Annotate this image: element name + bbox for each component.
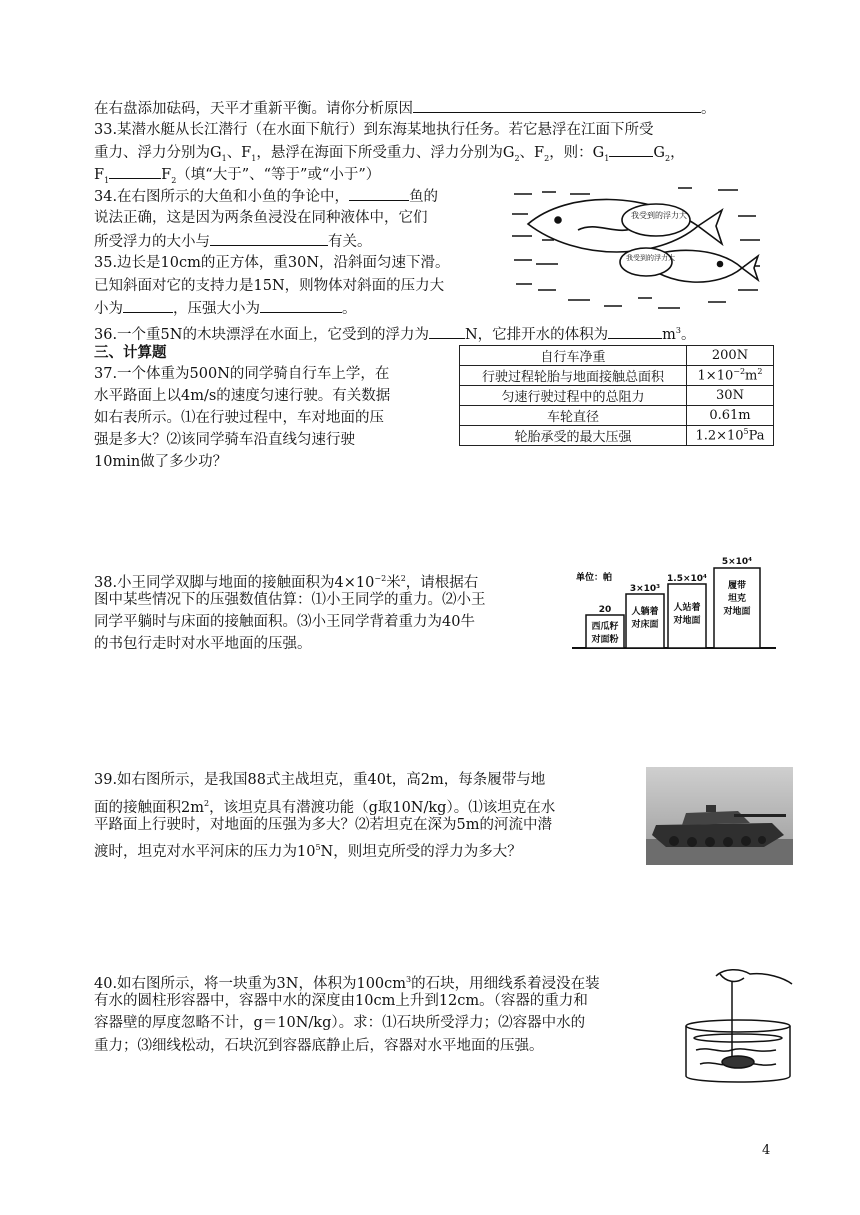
q34-line2 — [94, 208, 428, 229]
q38-line4 — [94, 634, 312, 655]
bar-value: 1.5×10⁴ — [667, 574, 707, 584]
table-row — [460, 366, 774, 386]
superscript: −2 — [733, 367, 746, 377]
page-number: 4 — [762, 1143, 771, 1158]
q35-line2 — [94, 276, 444, 297]
q40-text: 40.如右图所示，将一块重为3N，体积为100cm — [94, 975, 407, 992]
q37-text: 强是多大？⑵该同学骑车沿直线匀速行驶 — [94, 432, 355, 448]
pressure-figure — [572, 552, 778, 652]
q33-text: ， — [670, 145, 685, 161]
q35-text: 35.边长是10cm的正方体，重30N，沿斜面匀速下滑。 — [94, 255, 450, 271]
q34-line3 — [94, 231, 372, 253]
bar-label: 人站着 — [673, 603, 701, 613]
table-cell — [687, 366, 774, 386]
q38-line3 — [94, 612, 475, 633]
bar-value: 3×10³ — [629, 584, 661, 594]
q34-text: 所受浮力的大小与 — [94, 234, 210, 250]
q39-text: ，该坦克具有潜渡功能（g取10N/kg）。⑴该坦克在水 — [209, 799, 556, 816]
superscript: 2 — [400, 574, 406, 583]
q39-text: 面的接触面积2m — [94, 799, 204, 816]
q35-text: ，压强大小为 — [173, 301, 260, 317]
tank-photo — [646, 767, 793, 865]
q33-text: F — [161, 167, 172, 183]
table-cell: 自行车净重 — [460, 346, 687, 366]
q38-text: 图中某些情况下的压强数值估算：⑴小王同学的重力。⑵小王 — [94, 592, 486, 608]
q35-text: 已知斜面对它的支持力是15N，则物体对斜面的压力大 — [94, 278, 445, 294]
subscript: 2 — [664, 153, 671, 163]
intro-text: 在右盘添加砝码，天平才重新平衡。请你分析原因 — [94, 101, 413, 117]
q34-text: 鱼的 — [409, 189, 439, 205]
answer-blank — [429, 324, 465, 339]
q40-line4 — [94, 1036, 544, 1057]
q39-text: 平路面上行驶时，对地面的压强为多大？⑵若坦克在深为5m的河流中潜 — [94, 817, 552, 833]
q40-text: 重力；⑶细线松动，石块沉到容器底静止后，容器对水平地面的压强。 — [94, 1038, 544, 1054]
q37-text: 10min做了多少功？ — [94, 454, 228, 470]
bar-label: 西瓜籽 — [591, 622, 619, 632]
q33-text: 、F — [226, 145, 252, 161]
q37-line1 — [94, 364, 389, 385]
q38-line2 — [94, 590, 486, 611]
superscript: −2 — [374, 574, 387, 583]
answer-blank — [210, 231, 328, 246]
table-row — [460, 406, 774, 426]
q35-text: 小为 — [94, 301, 123, 317]
superscript: 2 — [757, 367, 763, 377]
bar-label: 对面粉 — [591, 635, 619, 645]
bike-spec-table — [459, 345, 774, 446]
cell-value: 1.2×10 — [695, 428, 744, 444]
q40-line3 — [94, 1013, 585, 1034]
answer-blank — [260, 298, 342, 313]
q33-text: 33.某潜水艇从长江潜行（在水面下航行）到东海某地执行任务。若它悬浮在江面下所受 — [94, 122, 654, 138]
q38-text: ，请根据右 — [405, 574, 479, 591]
superscript: 5 — [743, 427, 749, 437]
q38-text: 38.小王同学双脚与地面的接触面积为4×10 — [94, 574, 375, 591]
q35-line3 — [94, 298, 357, 320]
q39-line1 — [94, 770, 545, 791]
subscript: 1 — [604, 153, 610, 163]
text-line — [94, 98, 716, 120]
q39-text: N，则坦克所受的浮力为多大？ — [320, 843, 522, 860]
q33-text: 重力、浮力分别为G — [94, 145, 222, 161]
q37-line5 — [94, 452, 227, 473]
table-cell: 匀速行驶过程中的总阻力 — [460, 386, 687, 406]
cell-value: 1×10 — [697, 368, 734, 384]
q37-line2 — [94, 386, 390, 407]
q39-line4 — [94, 837, 522, 863]
bar-label: 对地面 — [673, 616, 701, 626]
bar-label: 对床面 — [631, 620, 659, 630]
q36-text: 。 — [681, 326, 696, 343]
q40-text: 的石块，用细线系着浸没在装 — [411, 975, 600, 992]
fish-figure — [508, 180, 766, 318]
table-row — [460, 346, 774, 366]
table-cell: 车轮直径 — [460, 406, 687, 426]
subscript: 2 — [544, 153, 550, 163]
q36-text: 36.一个重5N的木块漂浮在水面上，它受到的浮力为 — [94, 326, 429, 343]
bubble-small-text: 我受到的浮力大 — [626, 254, 675, 262]
answer-blank — [413, 98, 701, 113]
beaker-figure — [680, 962, 798, 1086]
q33-text: F — [94, 167, 105, 183]
table-cell: 轮胎承受的最大压强 — [460, 426, 687, 446]
q37-text: 37.一个体重为500N的同学骑自行车上学，在 — [94, 366, 390, 382]
bubble-big-text: 我受到的浮力大 — [631, 211, 687, 220]
superscript: 5 — [315, 843, 321, 852]
table-cell: 200N — [687, 346, 774, 366]
q37-text: 如右表所示。⑴在行驶过程中，车对地面的压 — [94, 410, 384, 426]
answer-blank — [349, 186, 409, 201]
q34-text: 有关。 — [328, 234, 372, 250]
q39-text: 39.如右图所示，是我国88式主战坦克，重40t，高2m，每条履带与地 — [94, 772, 546, 788]
subscript: 2 — [171, 175, 177, 185]
bar-label: 人躺着 — [631, 607, 659, 617]
q33-text: ，则：G — [549, 145, 605, 161]
table-cell: 0.61m — [687, 406, 774, 426]
q38-text: 米 — [386, 574, 401, 591]
q37-line4 — [94, 430, 355, 451]
table-cell: 行驶过程轮胎与地面接触总面积 — [460, 366, 687, 386]
bar-value: 5×10⁴ — [721, 557, 753, 567]
table-cell — [687, 426, 774, 446]
q33-line1 — [94, 120, 654, 141]
q33-text: ，悬浮在海面下所受重力、浮力分别为G — [256, 145, 515, 161]
q35-text: 。 — [342, 301, 357, 317]
q33-text: G — [653, 145, 665, 161]
table-row — [460, 386, 774, 406]
q36-text: m — [662, 326, 676, 343]
q39-text: 渡时，坦克对水平河床的压力为10 — [94, 843, 316, 860]
q38-text: 的书包行走时对水平地面的压强。 — [94, 636, 312, 652]
q36-text: N，它排开水的体积为 — [464, 326, 609, 343]
q39-line3 — [94, 815, 552, 836]
superscript: 2 — [203, 799, 210, 808]
q40-text: 容器壁的厚度忽略不计，g＝10N/kg）。求：⑴石块所受浮力；⑵容器中水的 — [94, 1015, 586, 1031]
subscript: 1 — [104, 175, 110, 185]
q40-line2 — [94, 991, 588, 1012]
q37-text: 水平路面上以4m/s的速度匀速行驶。有关数据 — [94, 388, 391, 404]
subscript: 1 — [251, 153, 257, 163]
answer-blank — [123, 298, 173, 313]
cell-unit: m — [745, 368, 758, 384]
table-row — [460, 426, 774, 446]
q36-line — [94, 320, 696, 346]
cell-unit: Pa — [748, 428, 765, 444]
q37-line3 — [94, 408, 384, 429]
q33-text: （填“大于”、“等于”或“小于”） — [176, 167, 381, 183]
answer-blank — [609, 142, 653, 157]
bar-value: 20 — [598, 605, 612, 615]
answer-blank — [608, 324, 662, 339]
bar-label: 坦克 — [727, 594, 747, 604]
q33-text: 、F — [519, 145, 545, 161]
bar-label: 对地面 — [723, 607, 751, 617]
subscript: 2 — [514, 153, 520, 163]
q34-line1 — [94, 186, 438, 208]
punct: 。 — [701, 101, 716, 117]
q34-text: 说法正确，这是因为两条鱼浸没在同种液体中，它们 — [94, 210, 428, 226]
answer-blank — [109, 164, 161, 179]
subscript: 1 — [221, 153, 227, 163]
q35-line1 — [94, 253, 450, 274]
superscript: 3 — [675, 326, 682, 335]
section-heading: 三、计算题 — [94, 344, 167, 361]
unit-label: 单位：帕 — [576, 573, 613, 583]
q40-text: 有水的圆柱形容器中，容器中水的深度由10cm上升到12cm。（容器的重力和 — [94, 993, 588, 1009]
q38-text: 同学平躺时与床面的接触面积。⑶小王同学背着重力为40牛 — [94, 614, 475, 630]
bar-label: 履带 — [727, 581, 747, 591]
superscript: 3 — [406, 975, 412, 984]
table-cell: 30N — [687, 386, 774, 406]
q34-text: 34.在右图所示的大鱼和小鱼的争论中， — [94, 189, 350, 205]
